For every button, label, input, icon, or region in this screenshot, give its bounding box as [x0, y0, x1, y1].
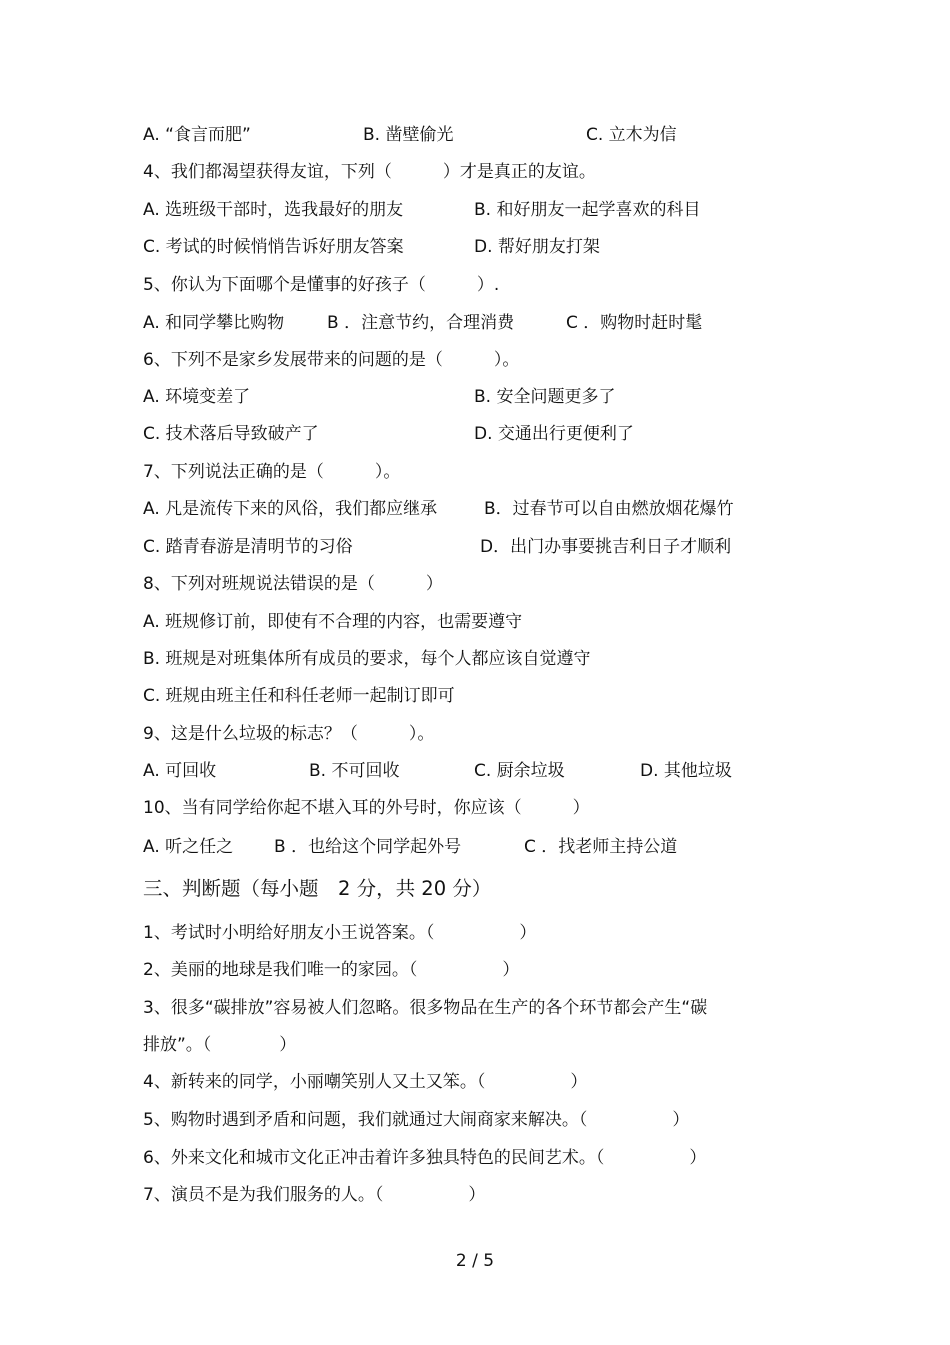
section-title-true-false: 三、判断题（每小题 2 分，共 20 分） [143, 877, 492, 900]
q5-option-a: A. 和同学攀比购物 [143, 313, 285, 333]
q9-option-d: D. 其他垃圾 [640, 761, 732, 781]
q9-option-b: B. 不可回收 [309, 761, 400, 781]
tf-item-1: 1、考试时小明给好朋友小王说答案。（ ） [143, 923, 537, 943]
tf-item-2: 2、美丽的地球是我们唯一的家园。（ ） [143, 960, 520, 980]
q4-stem: 4、我们都渴望获得友谊，下列（ ）才是真正的友谊。 [143, 162, 596, 182]
q6-option-b: B. 安全问题更多了 [474, 387, 616, 407]
q8-stem: 8、下列对班规说法错误的是（ ） [143, 574, 443, 594]
q4-option-a: A. 选班级干部时，选我最好的朋友 [143, 200, 404, 220]
q6-option-d: D. 交通出行更便利了 [474, 424, 634, 444]
q10-option-a: A. 听之任之 [143, 837, 234, 857]
tf-item-5: 5、购物时遇到矛盾和问题，我们就通过大闹商家来解决。（ ） [143, 1110, 690, 1130]
q7-option-d: D．出门办事要挑吉利日子才顺利 [480, 537, 732, 557]
q8-option-b: B. 班规是对班集体所有成员的要求，每个人都应该自觉遵守 [143, 649, 591, 669]
q8-option-c: C. 班规由班主任和科任老师一起制订即可 [143, 686, 455, 706]
q10-option-b: B ．也给这个同学起外号 [274, 837, 462, 857]
page-number: 2 / 5 [455, 1251, 495, 1271]
tf-item-3-line-2: 排放”。（ ） [143, 1035, 297, 1055]
q7-stem: 7、下列说法正确的是（ ）。 [143, 462, 401, 482]
q3-option-c: C. 立木为信 [586, 125, 677, 145]
q3-option-a: A. “食言而肥” [143, 125, 251, 145]
q6-stem: 6、下列不是家乡发展带来的问题的是（ ）。 [143, 350, 520, 370]
q7-option-c: C. 踏青春游是清明节的习俗 [143, 537, 353, 557]
q7-option-b: B．过春节可以自由燃放烟花爆竹 [484, 499, 734, 519]
q10-option-c: C ．找老师主持公道 [524, 837, 678, 857]
q6-option-a: A. 环境变差了 [143, 387, 251, 407]
tf-item-6: 6、外来文化和城市文化正冲击着许多独具特色的民间艺术。（ ） [143, 1148, 707, 1168]
tf-item-3-line-1: 3、很多“碳排放”容易被人们忽略。很多物品在生产的各个环节都会产生“碳 [143, 998, 708, 1018]
q9-stem: 9、这是什么垃圾的标志？（ ）。 [143, 724, 435, 744]
q5-option-c: C ．购物时赶时髦 [566, 313, 703, 333]
tf-item-7: 7、演员不是为我们服务的人。（ ） [143, 1185, 486, 1205]
q8-option-a: A. 班规修订前，即使有不合理的内容，也需要遵守 [143, 612, 523, 632]
q4-option-c: C. 考试的时候悄悄告诉好朋友答案 [143, 237, 404, 257]
q4-option-d: D. 帮好朋友打架 [474, 237, 600, 257]
q9-option-a: A. 可回收 [143, 761, 217, 781]
tf-item-4: 4、新转来的同学，小丽嘲笑别人又土又笨。（ ） [143, 1072, 588, 1092]
q10-stem: 10、当有同学给你起不堪入耳的外号时，你应该（ ） [143, 798, 590, 818]
q3-option-b: B. 凿壁偷光 [363, 125, 454, 145]
q4-option-b: B. 和好朋友一起学喜欢的科目 [474, 200, 701, 220]
q5-option-b: B ．注意节约，合理消费 [327, 313, 515, 333]
q9-option-c: C. 厨余垃圾 [474, 761, 565, 781]
q7-option-a: A. 凡是流传下来的风俗，我们都应继承 [143, 499, 438, 519]
q6-option-c: C. 技术落后导致破产了 [143, 424, 319, 444]
q5-stem: 5、你认为下面哪个是懂事的好孩子（ ）. [143, 275, 500, 295]
